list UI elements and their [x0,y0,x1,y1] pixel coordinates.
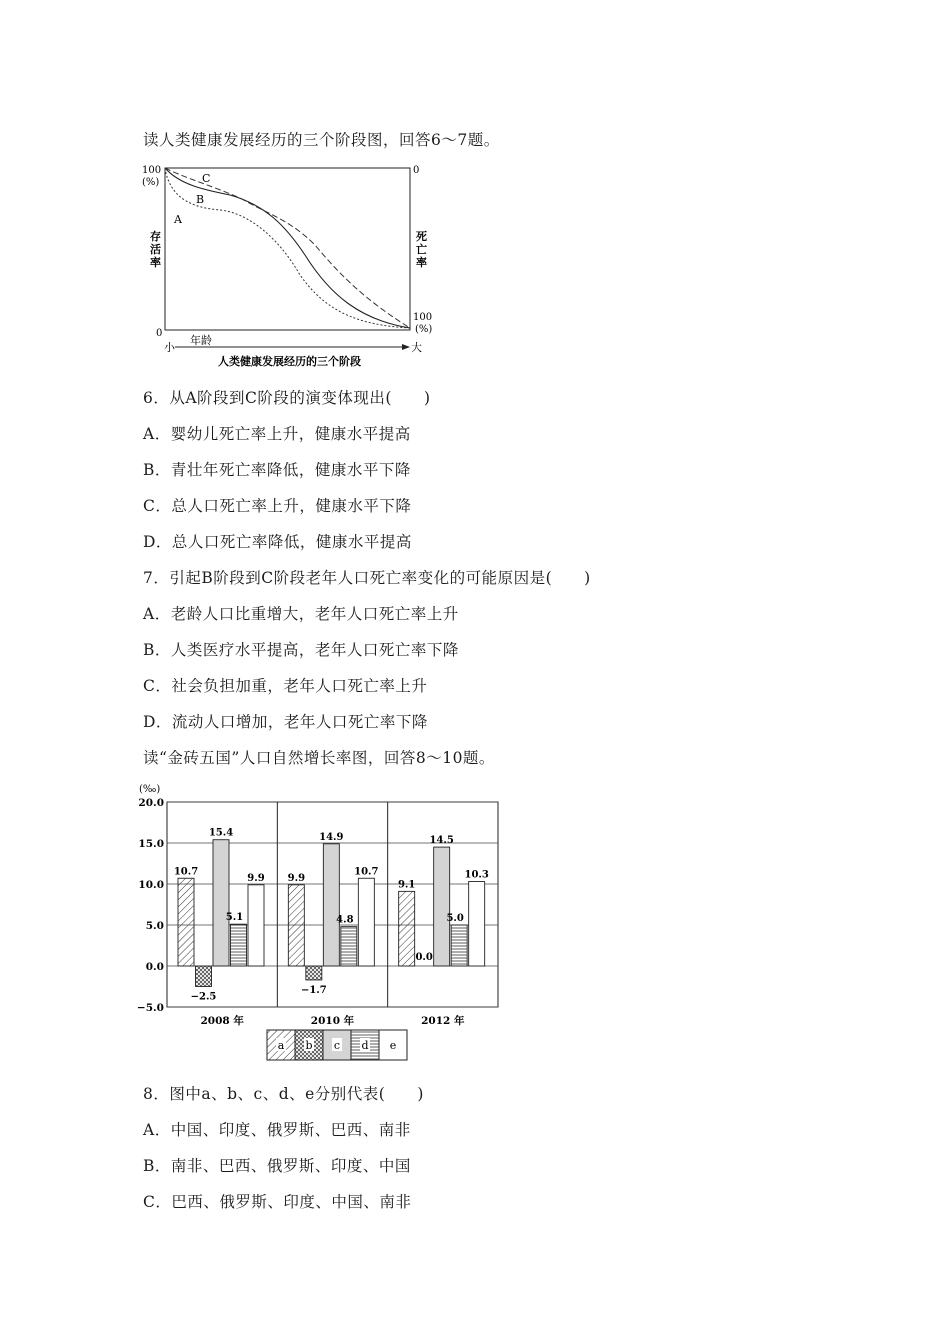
data-label-b: 0.0 [415,952,433,963]
x-category-label: 2012 年 [421,1015,465,1027]
curve-label-c: C [202,172,211,185]
legend-label-c: c [333,1039,341,1052]
bar-b [306,966,322,980]
x-small-label: 小 [164,341,175,354]
y-tick-label: 5.0 [145,920,164,932]
q7-stem: 7．引起B阶段到C阶段老年人口死亡率变化的可能原因是( ) [143,569,591,587]
chart-legend [265,1028,415,1062]
curve-c [165,168,410,328]
legend-label-a: a [277,1039,285,1052]
legend-label-e: e [389,1039,397,1052]
y-tick-label: −5.0 [136,1002,164,1014]
q6-option-b: B．青壮年死亡率降低，健康水平下降 [143,461,411,479]
right-axis-char-2: 亡 [416,243,427,256]
q8-option-b: B．南非、巴西、俄罗斯、印度、中国 [143,1157,411,1175]
data-label-b: −1.7 [300,984,327,996]
bar-d [341,927,357,966]
data-label-a: 9.9 [287,872,306,884]
bar-c [213,840,229,966]
bar-b [196,966,212,987]
right-top-value: 0 [413,165,420,176]
left-axis-char-3: 率 [150,256,161,269]
data-label-c: 15.4 [208,827,234,839]
q8-option-a: A．中国、印度、俄罗斯、巴西、南非 [143,1121,411,1139]
y-tick-label: 10.0 [138,879,164,891]
data-label-d: 4.8 [336,914,354,926]
q8-stem: 8．图中a、b、c、d、e分别代表( ) [143,1085,424,1103]
data-label-c: 14.9 [319,831,344,843]
q6-option-a: A．婴幼儿死亡率上升，健康水平提高 [143,425,411,443]
bar-a [288,885,304,966]
legend-label-d: d [361,1039,369,1052]
data-label-e: 10.3 [464,869,489,881]
data-label-d: 5.1 [225,912,244,924]
bar-e [358,878,374,966]
intro-text-1: 读人类健康发展经历的三个阶段图，回答6～7题。 [143,131,500,149]
q6-option-d: D．总人口死亡率降低，健康水平提高 [143,533,412,551]
bar-d [231,924,247,966]
q6-stem: 6．从A阶段到C阶段的演变体现出( ) [143,389,431,407]
q7-option-c: C．社会负担加重，老年人口死亡率上升 [143,677,428,695]
bar-e [469,882,485,966]
curve-b [165,168,410,328]
x-axis-label: 年龄 [190,334,212,347]
x-category-label: 2010 年 [310,1015,355,1027]
q7-option-d: D．流动人口增加，老年人口死亡率下降 [143,713,428,731]
legend-label-b: b [305,1039,313,1052]
left-axis-char-1: 存 [150,230,161,243]
data-label-a: 10.7 [173,866,199,878]
q6-option-c: C．总人口死亡率上升，健康水平下降 [143,497,412,515]
figure-1-caption: 人类健康发展经历的三个阶段 [218,355,361,368]
data-label-e: 9.9 [247,872,265,884]
curve-label-b: B [196,193,205,206]
q8-option-c: C．巴西、俄罗斯、印度、中国、南非 [143,1193,412,1211]
data-label-b: −2.5 [190,991,217,1003]
arrow-head [402,344,410,350]
bar-c [323,844,339,966]
right-axis-char-1: 死 [416,230,427,243]
intro-text-2: 读“金砖五国”人口自然增长率图，回答8～10题。 [143,749,495,767]
left-unit: (%) [142,177,160,188]
data-label-c: 14.5 [429,835,454,847]
bar-d [451,925,467,966]
y-tick-label: 20.0 [138,797,164,809]
left-top-value: 100 [142,165,162,176]
bar-a [178,878,194,966]
right-axis-char-3: 率 [416,256,427,269]
right-unit: (%) [415,324,433,335]
bar-e [248,885,264,966]
x-large-label: 大 [411,341,422,354]
data-label-e: 10.7 [354,866,379,878]
survival-curve-figure [140,160,440,370]
left-axis-char-2: 活 [150,243,161,256]
q7-option-b: B．人类医疗水平提高，老年人口死亡率下降 [143,641,459,659]
data-label-d: 5.0 [446,913,464,924]
curve-label-a: A [174,213,182,226]
data-label-a: 9.1 [397,879,416,891]
curve-a [165,168,410,328]
y-tick-label: 0.0 [145,961,164,973]
y-unit-label: (‰) [139,784,161,795]
y-tick-label: 15.0 [138,838,164,850]
bar-a [399,891,415,966]
q7-option-a: A．老龄人口比重增大，老年人口死亡率上升 [143,605,459,623]
x-category-label: 2008 年 [200,1015,244,1027]
right-bottom-value: 100 [413,312,433,323]
growth-rate-bar-chart [135,780,515,1065]
left-bottom-value: 0 [156,328,163,339]
bar-c [434,847,450,966]
